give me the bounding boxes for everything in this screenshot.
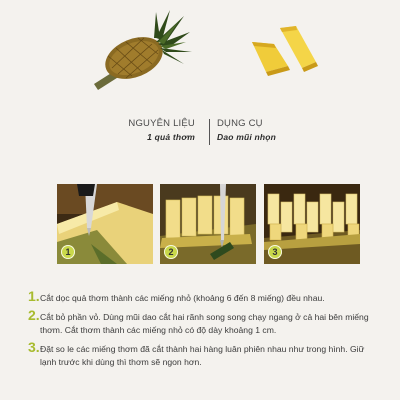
step-photo-2 (160, 184, 256, 264)
step-number: 3. (28, 339, 40, 356)
pineapple-slices-illustration (244, 22, 322, 80)
step-badge-2: 2 (164, 245, 178, 259)
step-badge-1: 1 (61, 245, 75, 259)
pineapple-illustration (86, 8, 196, 98)
step-number: 2. (28, 307, 40, 324)
step-photo-3 (264, 184, 360, 264)
ingredients-item: 1 quả thơm (147, 132, 195, 142)
step-number: 1. (28, 288, 40, 304)
instruction-list (28, 288, 374, 375)
divider (209, 119, 210, 145)
ingredients-tools-section (0, 118, 400, 158)
tools-block (217, 118, 276, 142)
step-text: Cắt dọc quả thơm thành các miếng nhỏ (khoảng 6 đến 8 miếng) đều nhau. (40, 293, 325, 303)
hero-illustrations (0, 0, 400, 110)
ingredients-heading: NGUYÊN LIỆU (128, 118, 195, 129)
ingredients-block (128, 118, 195, 142)
instruction-step (28, 307, 374, 336)
tools-heading: DỤNG CỤ (217, 118, 263, 129)
step-text: Đặt so le các miếng thơm đã cắt thành hai hàng luân phiên nhau như trong hình. Giữ lạnh trước khi dùng thì thơm sẽ ngon hơn. (40, 344, 365, 367)
instruction-step (28, 288, 374, 304)
tools-item: Dao mũi nhọn (217, 132, 277, 142)
step-text: Cắt bỏ phần vỏ. Dùng mũi dao cắt hai rãnh song song chạy ngang ở cả hai bên miếng thơm. Cắt thơm thành các miếng nhỏ có độ dày khoảng 1 cm. (40, 312, 369, 335)
instruction-step (28, 339, 374, 368)
step-badge-3: 3 (268, 245, 282, 259)
step-photo-1 (57, 184, 153, 264)
